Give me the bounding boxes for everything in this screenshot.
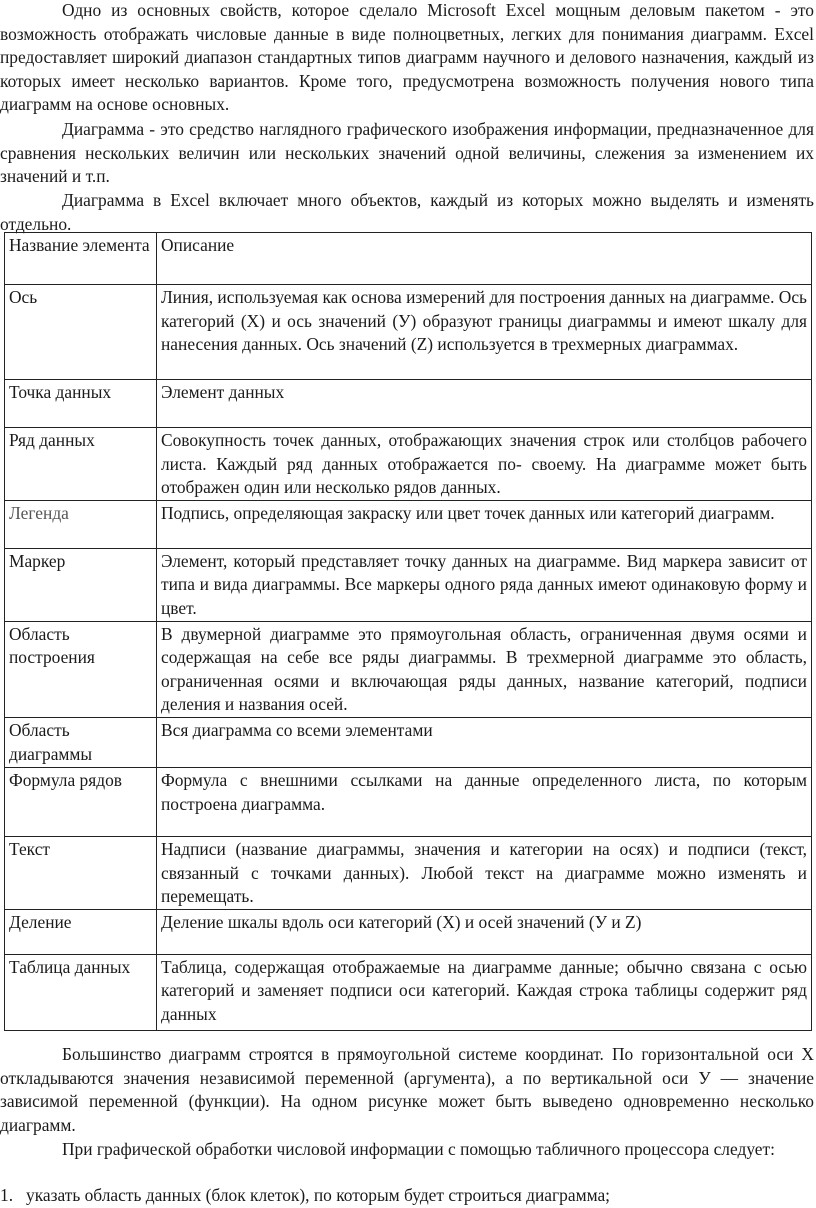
element-name: Область построения [5, 621, 157, 717]
table-row [5, 380, 812, 428]
element-name: Ряд данных [5, 428, 157, 501]
chart-elements-table [4, 232, 812, 1031]
table-row [5, 767, 812, 836]
table-header-row [5, 233, 812, 285]
table-row [5, 909, 812, 954]
element-description: Линия, используемая как основа измерений для построения данных на диаграмме. Ось категорий (X) и ось значений (У) образуют границы диаграммы и имеют шкалу для нанесения данных. Ось значений (Z) используется в трехмерных диаграммах. [157, 285, 812, 380]
element-name: Область диаграммы [5, 717, 157, 767]
element-name: Формула рядов [5, 767, 157, 836]
table-row [5, 500, 812, 548]
paragraph-chart-objects: Диаграмма в Excel включает много объектов, каждый из которых можно выделять и изменять отдельно. [0, 190, 814, 234]
paragraph-coordinate-system: Большинство диаграмм строятся в прямоугольной системе координат. По горизонтальной оси X откладываются значения независимой переменной (аргумента), а по вертикальной оси У — значение зависимой переменной (функции). На одном рисунке может быть выведено одновременно несколько диаграмм. [0, 1044, 814, 1135]
element-description: Вся диаграмма со всеми элементами [157, 717, 812, 767]
table-row [5, 548, 812, 621]
element-description: Таблица, содержащая отображаемые на диаграмме данные; обычно связана с осью категорий и заменяет подписи оси категорий. Каждая строка таблицы содержит ряд данных [157, 954, 812, 1030]
paragraph-intro: Одно из основных свойств, которое сделало Microsoft Excel мощным деловым пакетом - это возможность отображать числовые данные в виде полноцветных, легких для понимания диаграмм. Excel предоставляет широкий диапазон стандартных типов диаграмм научного и делового назначения, каждый из которых имеет несколько вариантов. Кроме того, предусмотрена возможность получения нового типа диаграмм на основе основных. [0, 0, 814, 115]
table-row [5, 428, 812, 501]
element-name: Текст [5, 836, 157, 909]
header-cell-name: Название элемента [5, 233, 157, 285]
element-description: Элемент, который представляет точку данных на диаграмме. Вид маркера зависит от типа и вида диаграммы. Все маркеры одного ряда данных имеют одинаковую форму и цвет. [157, 548, 812, 621]
list-item-number: 1. [0, 1185, 14, 1205]
table-row [5, 285, 812, 380]
element-description: Надписи (название диаграммы, значения и категории на осях) и подписи (текст, связанный с точками данных). Любой текст на диаграмме можно изменять и перемещать. [157, 836, 812, 909]
table-row [5, 717, 812, 767]
list-item [0, 1184, 814, 1208]
table-row [5, 621, 812, 717]
element-name: Маркер [5, 548, 157, 621]
element-description: Деление шкалы вдоль оси категорий (X) и осей значений (У и Z) [157, 909, 812, 954]
paragraph-processing-steps: При графической обработки числовой информации с помощью табличного процессора следует: [62, 1139, 775, 1159]
element-name: Деление [5, 909, 157, 954]
element-name: Точка данных [5, 380, 157, 428]
element-name: Ось [5, 285, 157, 380]
table-row [5, 954, 812, 1030]
element-name: Легенда [5, 500, 157, 548]
header-cell-description: Описание [157, 233, 812, 285]
paragraph-chart-definition: Диаграмма - это средство наглядного графического изображения информации, предназначенное для сравнения нескольких величин или нескольких значений одной величины, слежения за изменением их значений и т.п. [0, 119, 814, 187]
element-name: Таблица данных [5, 954, 157, 1030]
element-description: Формула с внешними ссылками на данные определенного листа, по которым построена диаграмма. [157, 767, 812, 836]
element-description: Совокупность точек данных, отображающих значения строк или столбцов рабочего листа. Каждый ряд данных отображается по- своему. На диаграмме может быть отображен один или несколько рядов данных. [157, 428, 812, 501]
list-item-text: указать область данных (блок клеток), по которым будет строиться диаграмма; [26, 1185, 611, 1205]
table-row [5, 836, 812, 909]
element-description: Элемент данных [157, 380, 812, 428]
element-description: Подпись, определяющая закраску или цвет точек данных или категорий диаграмм. [157, 500, 812, 548]
element-description: В двумерной диаграмме это прямоугольная область, ограниченная двумя осями и содержащая на себе все ряды диаграммы. В трехмерной диаграмме это область, ограниченная осями и включающая ряды данных, название категорий, подписи деления и названия осей. [157, 621, 812, 717]
